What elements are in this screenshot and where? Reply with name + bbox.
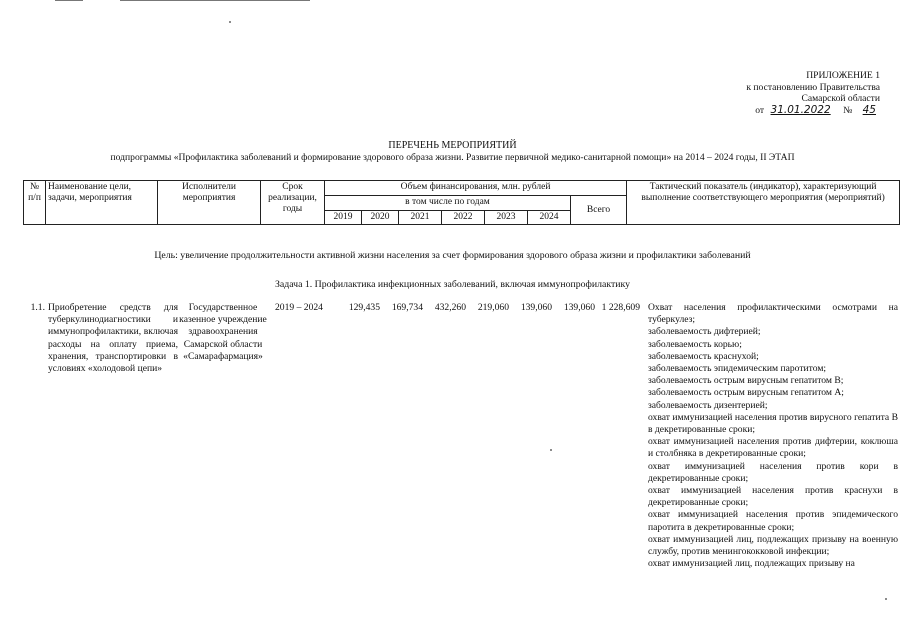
task-heading: Задача 1. Профилактика инфекционных заболеваний, включая иммунопрофилактику — [274, 279, 631, 290]
indicator-item: охват иммунизацией населения против кори в декретированные сроки; — [648, 460, 898, 484]
indicator-item: заболеваемость острым вирусным гепатитом В; — [648, 375, 844, 387]
scan-edge-line — [55, 0, 83, 1]
funding-2019: 129,435 — [348, 302, 380, 313]
header-executor: Исполнители мероприятия — [158, 181, 261, 225]
document-subtitle: подпрограммы «Профилактика заболеваний и формирование здорового образа жизни. Развитие первичной медико-санитарной помощи» на 2014 – 2024 годы, II ЭТАП — [110, 152, 795, 163]
funding-total: 1 228,609 — [601, 302, 640, 313]
header-year: 2022 — [442, 211, 485, 225]
scan-speck — [229, 21, 231, 23]
indicator-item: Охват населения профилактическими осмотрами на туберкулез; — [648, 302, 898, 326]
indicator-item: охват иммунизацией населения против эпидемического паротита в декретированные сроки; — [648, 509, 898, 533]
goal-heading: Цель: увеличение продолжительности активной жизни населения за счет формирования здорового образа жизни и профилактики заболеваний — [154, 250, 751, 261]
indicator-item: заболеваемость острым вирусным гепатитом А; — [648, 387, 844, 399]
header-num: № п/п — [24, 181, 46, 225]
indicator-item: охват иммунизацией населения против вирусного гепатита В в декретированные сроки; — [648, 411, 898, 436]
region-label: Самарской области — [801, 93, 880, 104]
funding-2022: 219,060 — [477, 302, 509, 313]
header-year: 2020 — [362, 211, 399, 225]
funding-2024: 139,060 — [563, 302, 595, 313]
indicator-item: охват иммунизацией лиц, подлежащих призыву на — [648, 558, 855, 570]
measure-name: Приобретение средств для туберкулинодиагностики и иммунопрофилактики, включая расходы на оплату приема, хранения, транспортировки в условиях «холодовой цепи» — [48, 302, 178, 375]
handwritten-number: 45 — [862, 103, 876, 116]
document-title: ПЕРЕЧЕНЬ МЕРОПРИЯТИЙ — [388, 140, 517, 151]
appendix-label: ПРИЛОЖЕНИЕ 1 — [806, 70, 880, 81]
scan-edge-line — [120, 0, 310, 1]
handwritten-date: 31.01.2022 — [770, 103, 831, 116]
header-year: 2023 — [485, 211, 528, 225]
date-number-line: от 31.01.2022 № 45 — [700, 105, 880, 117]
header-total: Всего — [571, 196, 627, 225]
indicator-item: заболеваемость корью; — [648, 338, 742, 350]
header-name: Наименование цели, задачи, мероприятия — [46, 181, 158, 225]
funding-2020: 169,734 — [391, 302, 423, 313]
indicator-item: охват иммунизацией населения против краснухи в декретированные сроки; — [648, 485, 898, 509]
header-finance: Объем финансирования, млн. рублей — [325, 181, 627, 196]
measure-period: 2019 – 2024 — [275, 302, 323, 313]
header-year: 2024 — [528, 211, 571, 225]
funding-2023: 139,060 — [520, 302, 552, 313]
header-year: 2021 — [399, 211, 442, 225]
table-header — [23, 180, 900, 225]
row-number: 1.1. — [30, 302, 45, 313]
resolution-label: к постановлению Правительства — [746, 81, 880, 93]
indicator-item: охват иммунизацией населения против дифтерии, коклюша и столбняка в декретированные сроки; — [648, 436, 898, 460]
indicator-item: заболеваемость дифтерией; — [648, 326, 761, 338]
measure-executor: Государственное казенное учреждение здравоохранения Самарской области «Самарафармация» — [179, 302, 267, 362]
scan-speck — [885, 598, 887, 600]
indicator-item: заболеваемость краснухой; — [648, 350, 759, 362]
funding-2021: 432,260 — [434, 302, 466, 313]
indicator-item: охват иммунизацией лиц, подлежащих призыву на военную службу, против менингококковой инфекции; — [648, 533, 898, 558]
header-year: 2019 — [325, 211, 362, 225]
indicator-list — [648, 302, 898, 570]
indicator-item: заболеваемость дизентерией; — [648, 399, 768, 411]
approval-block — [700, 70, 880, 116]
header-indicator: Тактический показатель (индикатор), характеризующий выполнение соответствующего мероприятия (мероприятий) — [627, 181, 900, 225]
scan-speck — [550, 449, 552, 451]
header-period: Срок реализации, годы — [261, 181, 325, 225]
header-by-years: в том числе по годам — [325, 196, 571, 211]
indicator-item: заболеваемость эпидемическим паротитом; — [648, 363, 827, 375]
